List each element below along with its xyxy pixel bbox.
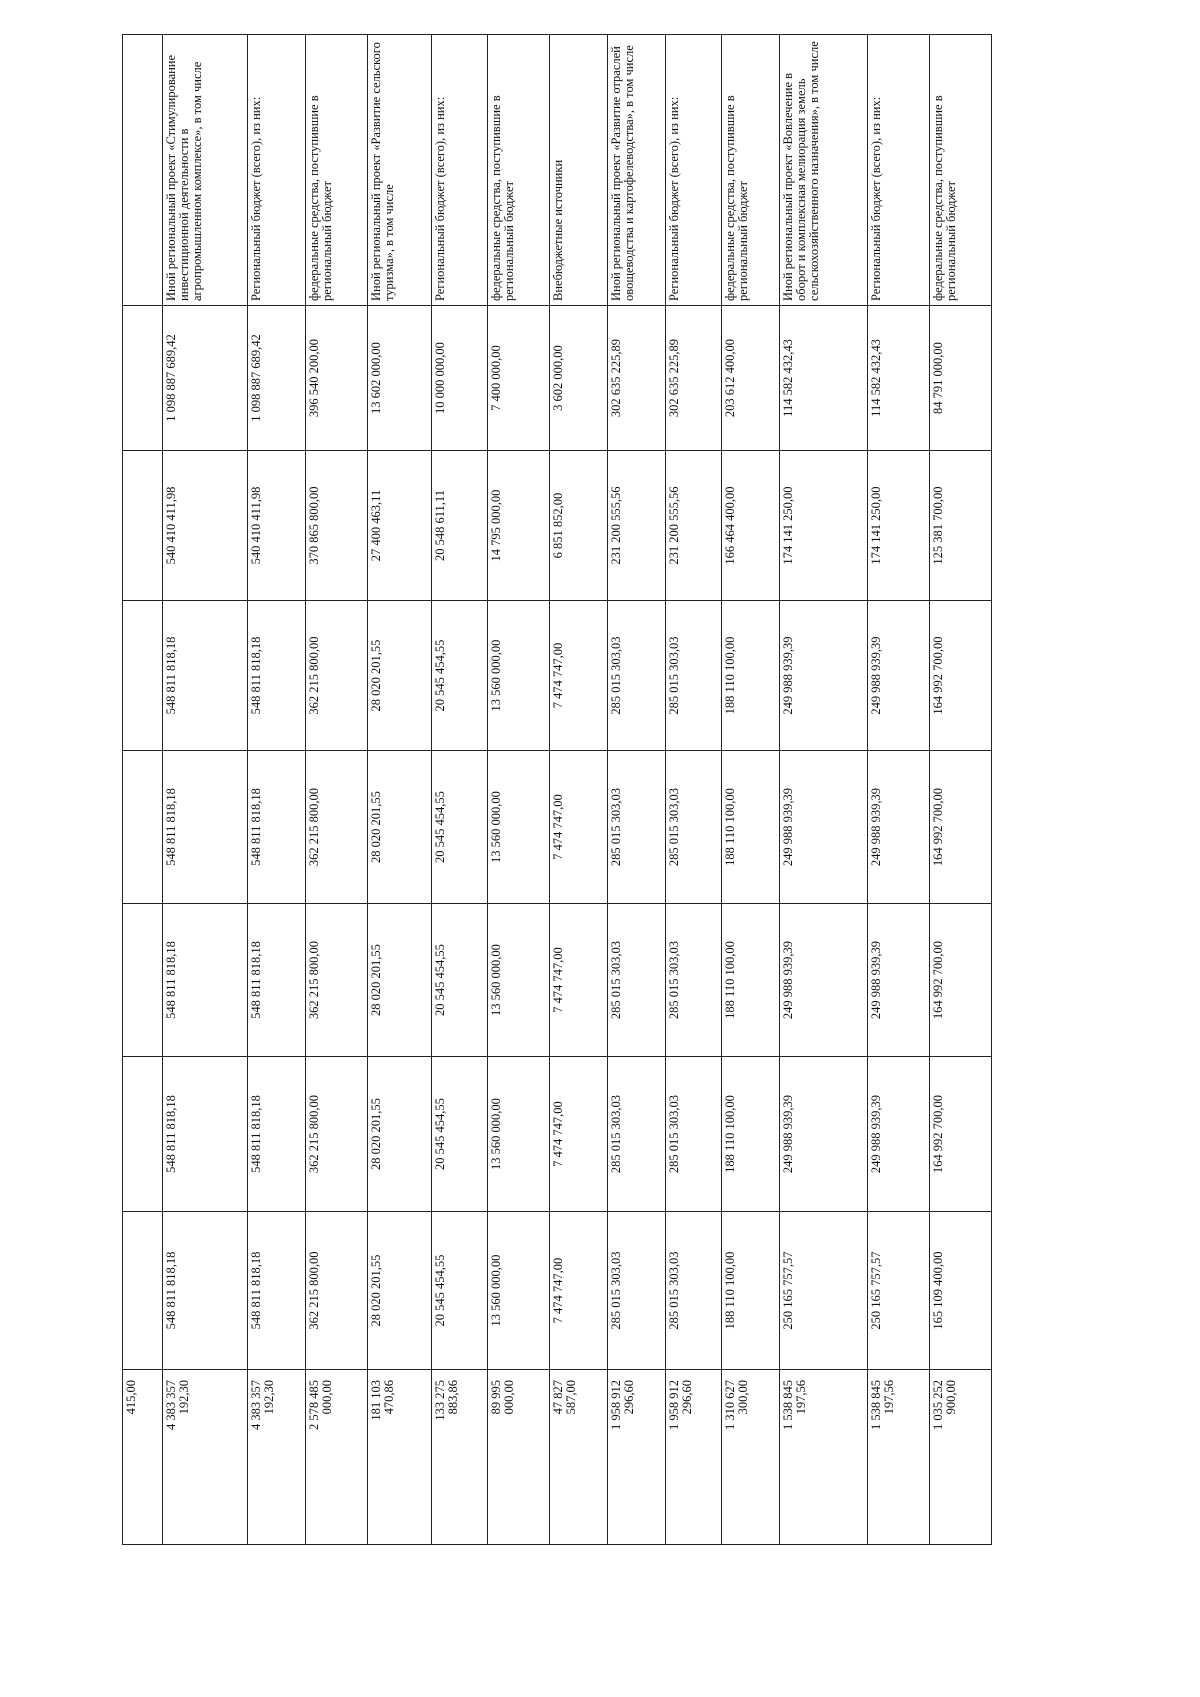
value-cell: 28 020 201,55: [368, 904, 432, 1057]
value-cell: 302 635 225,89: [608, 306, 666, 451]
value-cell: 250 165 757,57: [868, 1212, 930, 1370]
value-cell: 174 141 250,00: [780, 451, 868, 601]
value-cell: 20 545 454,55: [432, 601, 488, 751]
value-cell: 548 811 818,18: [248, 601, 306, 751]
value-cell: 548 811 818,18: [248, 1212, 306, 1370]
value-cell: 540 410 411,98: [248, 451, 306, 601]
row-label: федеральные средства, поступившие в региональный бюджет: [722, 35, 780, 306]
value-cell: 362 215 800,00: [306, 751, 368, 904]
value-cell: 125 381 700,00: [930, 451, 992, 601]
value-cell: 249 988 939,39: [780, 1057, 868, 1212]
value-cell: 548 811 818,18: [163, 1212, 248, 1370]
value-cell: 164 992 700,00: [930, 751, 992, 904]
value-cell: [123, 751, 163, 904]
total-cell: 1 958 912 296,60: [608, 1370, 666, 1545]
value-cell: 548 811 818,18: [163, 601, 248, 751]
row-label: Иной региональный проект «Развитие отраслей овощеводства и картофелеводства», в том числе: [608, 35, 666, 306]
total-cell: 1 538 845 197,56: [780, 1370, 868, 1545]
table-row: [368, 35, 432, 1545]
value-cell: 13 602 000,00: [368, 306, 432, 451]
row-label: Иной региональный проект «Развитие сельского туризма», в том числе: [368, 35, 432, 306]
value-cell: 188 110 100,00: [722, 751, 780, 904]
table-row: [163, 35, 248, 1545]
value-cell: 3 602 000,00: [550, 306, 608, 451]
value-cell: [123, 451, 163, 601]
total-cell: 1 538 845 197,56: [868, 1370, 930, 1545]
total-cell: 2 578 485 000,00: [306, 1370, 368, 1545]
value-cell: 188 110 100,00: [722, 601, 780, 751]
value-cell: 302 635 225,89: [666, 306, 722, 451]
total-cell: 1 958 912 296,60: [666, 1370, 722, 1545]
value-cell: 28 020 201,55: [368, 1057, 432, 1212]
value-cell: [123, 1057, 163, 1212]
value-cell: 20 548 611,11: [432, 451, 488, 601]
value-cell: 249 988 939,39: [780, 751, 868, 904]
value-cell: 13 560 000,00: [488, 1057, 550, 1212]
value-cell: 165 109 400,00: [930, 1212, 992, 1370]
row-label: Внебюджетные источники: [550, 35, 608, 306]
value-cell: 540 410 411,98: [163, 451, 248, 601]
value-cell: 166 464 400,00: [722, 451, 780, 601]
value-cell: 84 791 000,00: [930, 306, 992, 451]
value-cell: 164 992 700,00: [930, 601, 992, 751]
value-cell: 28 020 201,55: [368, 751, 432, 904]
value-cell: 1 098 887 689,42: [248, 306, 306, 451]
rotated-page: [122, 35, 1042, 1545]
value-cell: 285 015 303,03: [666, 1057, 722, 1212]
value-cell: 28 020 201,55: [368, 1212, 432, 1370]
row-label: Региональный бюджет (всего), из них:: [666, 35, 722, 306]
row-label: Иной региональный проект «Стимулирование инвестиционной деятельности в агропромышленном комплексе», в том числе: [163, 35, 248, 306]
total-cell: 133 275 883,86: [432, 1370, 488, 1545]
table-row: [550, 35, 608, 1545]
value-cell: 164 992 700,00: [930, 1057, 992, 1212]
value-cell: 250 165 757,57: [780, 1212, 868, 1370]
value-cell: 13 560 000,00: [488, 904, 550, 1057]
table-body: [123, 35, 992, 1545]
value-cell: 188 110 100,00: [722, 1212, 780, 1370]
value-cell: 285 015 303,03: [666, 1212, 722, 1370]
value-cell: 548 811 818,18: [163, 904, 248, 1057]
value-cell: 1 098 887 689,42: [163, 306, 248, 451]
value-cell: 6 851 852,00: [550, 451, 608, 601]
value-cell: 285 015 303,03: [666, 904, 722, 1057]
value-cell: 285 015 303,03: [666, 751, 722, 904]
row-label: федеральные средства, поступившие в региональный бюджет: [488, 35, 550, 306]
value-cell: 362 215 800,00: [306, 904, 368, 1057]
value-cell: [123, 1212, 163, 1370]
total-cell: 181 103 470,86: [368, 1370, 432, 1545]
value-cell: [123, 306, 163, 451]
value-cell: 10 000 000,00: [432, 306, 488, 451]
table-row: [608, 35, 666, 1545]
total-cell: 4 383 357 192,30: [248, 1370, 306, 1545]
value-cell: 362 215 800,00: [306, 1212, 368, 1370]
value-cell: 7 400 000,00: [488, 306, 550, 451]
row-label: федеральные средства, поступившие в региональный бюджет: [930, 35, 992, 306]
value-cell: 249 988 939,39: [868, 601, 930, 751]
value-cell: 188 110 100,00: [722, 904, 780, 1057]
value-cell: 362 215 800,00: [306, 601, 368, 751]
total-cell: 89 995 000,00: [488, 1370, 550, 1545]
table-row: [432, 35, 488, 1545]
value-cell: 20 545 454,55: [432, 904, 488, 1057]
value-cell: [123, 904, 163, 1057]
value-cell: 548 811 818,18: [163, 1057, 248, 1212]
row-label: федеральные средства, поступившие в региональный бюджет: [306, 35, 368, 306]
total-cell: 415,00: [123, 1370, 163, 1545]
value-cell: 548 811 818,18: [248, 1057, 306, 1212]
value-cell: 7 474 747,00: [550, 904, 608, 1057]
table-row: [780, 35, 868, 1545]
value-cell: 164 992 700,00: [930, 904, 992, 1057]
value-cell: 20 545 454,55: [432, 1212, 488, 1370]
table-row: [306, 35, 368, 1545]
value-cell: 14 795 000,00: [488, 451, 550, 601]
value-cell: 249 988 939,39: [780, 601, 868, 751]
value-cell: 370 865 800,00: [306, 451, 368, 601]
table-row: [123, 35, 163, 1545]
value-cell: 7 474 747,00: [550, 1057, 608, 1212]
value-cell: 249 988 939,39: [868, 751, 930, 904]
row-label: Региональный бюджет (всего), из них:: [248, 35, 306, 306]
value-cell: 362 215 800,00: [306, 1057, 368, 1212]
value-cell: 285 015 303,03: [608, 1057, 666, 1212]
value-cell: 203 612 400,00: [722, 306, 780, 451]
row-label: [123, 35, 163, 306]
value-cell: 13 560 000,00: [488, 601, 550, 751]
value-cell: 7 474 747,00: [550, 1212, 608, 1370]
value-cell: 28 020 201,55: [368, 601, 432, 751]
value-cell: 548 811 818,18: [248, 751, 306, 904]
value-cell: 396 540 200,00: [306, 306, 368, 451]
value-cell: 249 988 939,39: [780, 904, 868, 1057]
budget-table: [122, 34, 992, 1545]
value-cell: 285 015 303,03: [608, 904, 666, 1057]
value-cell: 285 015 303,03: [608, 1212, 666, 1370]
table-row: [930, 35, 992, 1545]
total-cell: 1 035 252 900,00: [930, 1370, 992, 1545]
value-cell: 174 141 250,00: [868, 451, 930, 601]
table-row: [248, 35, 306, 1545]
value-cell: 285 015 303,03: [666, 601, 722, 751]
value-cell: 114 582 432,43: [868, 306, 930, 451]
value-cell: 231 200 555,56: [608, 451, 666, 601]
value-cell: 548 811 818,18: [163, 751, 248, 904]
value-cell: 13 560 000,00: [488, 1212, 550, 1370]
table-row: [868, 35, 930, 1545]
value-cell: 27 400 463,11: [368, 451, 432, 601]
value-cell: 13 560 000,00: [488, 751, 550, 904]
value-cell: 249 988 939,39: [868, 904, 930, 1057]
row-label: Региональный бюджет (всего), из них:: [868, 35, 930, 306]
value-cell: [123, 601, 163, 751]
value-cell: 20 545 454,55: [432, 751, 488, 904]
table-row: [722, 35, 780, 1545]
value-cell: 20 545 454,55: [432, 1057, 488, 1212]
value-cell: 285 015 303,03: [608, 751, 666, 904]
value-cell: 548 811 818,18: [248, 904, 306, 1057]
value-cell: 231 200 555,56: [666, 451, 722, 601]
total-cell: 4 383 357 192,30: [163, 1370, 248, 1545]
value-cell: 285 015 303,03: [608, 601, 666, 751]
total-cell: 1 310 627 300,00: [722, 1370, 780, 1545]
table-row: [488, 35, 550, 1545]
value-cell: 114 582 432,43: [780, 306, 868, 451]
value-cell: 188 110 100,00: [722, 1057, 780, 1212]
value-cell: 249 988 939,39: [868, 1057, 930, 1212]
value-cell: 7 474 747,00: [550, 751, 608, 904]
value-cell: 7 474 747,00: [550, 601, 608, 751]
row-label: Региональный бюджет (всего), из них:: [432, 35, 488, 306]
total-cell: 47 827 587,00: [550, 1370, 608, 1545]
table-row: [666, 35, 722, 1545]
row-label: Иной региональный проект «Вовлечение в оборот и комплексная мелиорация земель сельскохозяйственного назначения», в том числе: [780, 35, 868, 306]
